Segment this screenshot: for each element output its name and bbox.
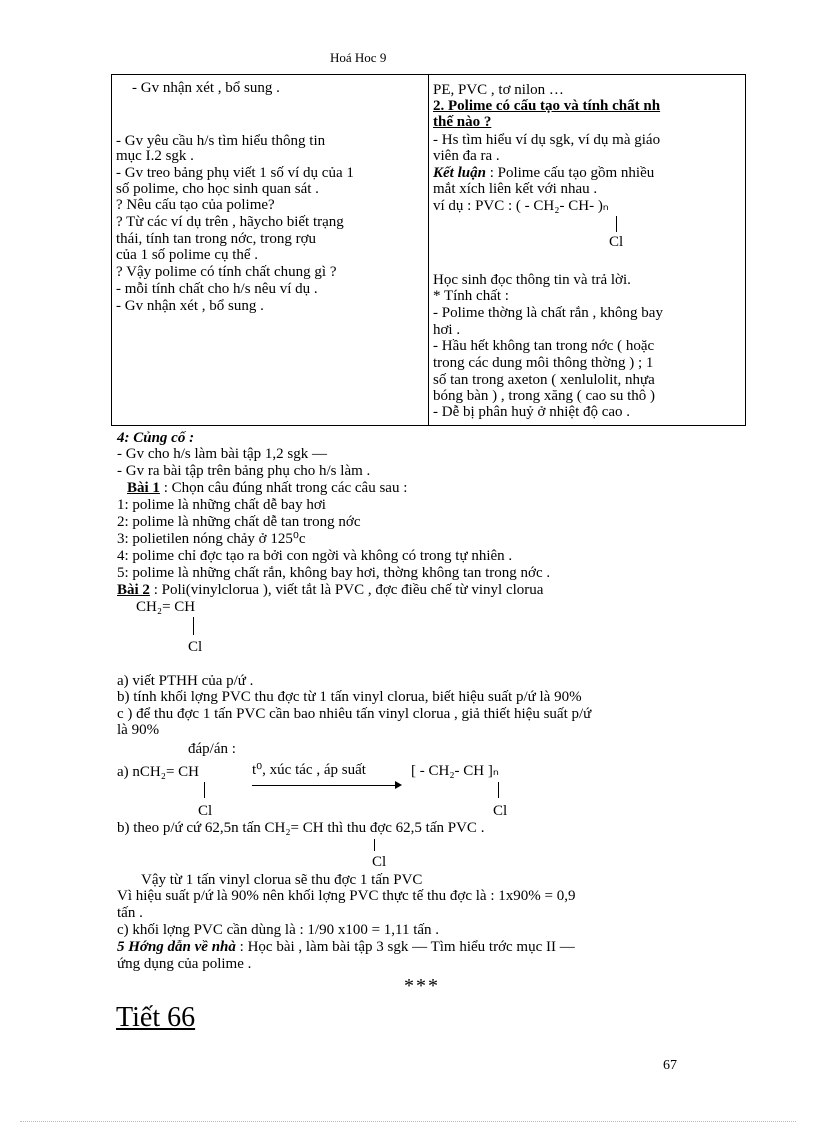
properties-title: * Tính chất :: [433, 288, 509, 304]
left-line: - mỗi tính chất cho h/s nêu ví dụ .: [116, 281, 318, 297]
section-4-title: 4: Củng cố :: [117, 430, 195, 446]
question-line: b) tính khối lợng PVC thu đợc từ 1 tấn vinyl clorua, biết hiệu suất p/ứ là 90%: [117, 689, 582, 705]
bond-line: [193, 617, 194, 635]
next-lesson-title: Tiết 66: [116, 1002, 196, 1033]
property-line: - Dễ bị phân huỷ ở nhiệt độ cao .: [433, 404, 631, 420]
left-line: ? Nêu cấu tạo của polime?: [116, 197, 275, 213]
equation-left: a) nCH₂= CH: [117, 764, 200, 780]
solution-line: b) theo p/ứ cứ 62,5n tấn CH₂= CH thì thu đợc 62,5 tấn PVC .: [117, 820, 485, 836]
page-header: Hoá Hoc 9: [330, 50, 387, 65]
homework-label: 5 Hớng dẫn về nhà: [117, 939, 236, 955]
left-line: của 1 số polime cụ thể .: [116, 247, 259, 263]
option-line: 4: polime chỉ đợc tạo ra bởi con ngời và không có trong tự nhiên .: [117, 548, 513, 564]
teacher-column: [112, 75, 429, 426]
property-line: số tan trong axeton ( xenlulolit, nhựa: [433, 372, 655, 388]
solution-line: c) khối lợng PVC cần dùng là : 1/90 x100 = 1,11 tấn .: [117, 922, 440, 938]
solution-line: Vì hiệu suất p/ứ là 90% nên khối lợng PVC thực tế thu đợc là : 1x90% = 0,9: [117, 888, 576, 904]
property-line: hơi .: [433, 322, 461, 338]
chlorine-label: Cl: [198, 803, 213, 819]
exercise-2-text: : Poli(vinylclorua ), viết tắt là PVC , đợc điều chế từ vinyl clorua: [149, 582, 544, 598]
bond-line: [204, 782, 205, 798]
exercise-2-label: Bài 2: [117, 582, 150, 598]
equation-right: [ - CH₂- CH ]ₙ: [411, 763, 499, 779]
option-line: 2: polime là những chất dễ tan trong nớc: [117, 514, 361, 530]
pvc-formula: ví dụ : PVC : ( - CH₂- CH- )ₙ: [433, 198, 609, 214]
right-line: viên đa ra .: [433, 148, 500, 164]
student-column: [429, 75, 746, 426]
homework-line: ứng dụng của polime .: [117, 956, 252, 972]
left-line: thái, tính tan trong nớc, trong rợu: [116, 231, 316, 247]
option-line: 3: polietilen nóng chảy ở 125⁰c: [117, 531, 306, 547]
bond-line: [498, 782, 499, 798]
text-line: - Gv cho h/s làm bài tập 1,2 sgk —: [117, 446, 327, 462]
property-line: - Hầu hết không tan trong nớc ( hoặc: [433, 338, 655, 354]
solution-line: Vậy từ 1 tấn vinyl clorua sẽ thu đợc 1 tấn PVC: [141, 872, 423, 888]
property-line: trong các dung môi thông thờng ) ; 1: [433, 355, 654, 371]
chlorine-label: Cl: [188, 639, 203, 655]
question-line: c ) để thu đợc 1 tấn PVC cần bao nhiêu tấn vinyl clorua , giả thiết hiệu suất p/ứ: [117, 706, 592, 722]
separator-stars: ***: [404, 975, 440, 997]
exercise-1-label: Bài 1: [127, 480, 160, 496]
property-line: bóng bàn ) , trong xăng ( cao su thô ): [433, 388, 656, 404]
left-line: mục I.2 sgk .: [116, 148, 194, 164]
bond-line: [616, 216, 617, 232]
monomer-formula: CH₂= CH: [136, 599, 196, 615]
section-heading: thế nào ?: [433, 114, 492, 130]
left-line: - Gv nhận xét , bổ sung .: [132, 80, 280, 96]
chlorine-label: Cl: [493, 803, 508, 819]
left-line: ? Vậy polime có tính chất chung gì ?: [116, 264, 337, 280]
question-line: a) viết PTHH của p/ứ .: [117, 673, 254, 689]
right-line: mắt xích liên kết với nhau .: [433, 181, 598, 197]
conclusion-label: Kết luận: [433, 165, 486, 181]
page-number: 67: [663, 1058, 677, 1073]
option-line: 1: polime là những chất dễ bay hơi: [117, 497, 326, 513]
lesson-table: [111, 74, 746, 426]
chlorine-label: Cl: [609, 234, 624, 250]
right-line: Học sinh đọc thông tin và trả lời.: [433, 272, 631, 288]
text-line: - Gv ra bài tập trên bảng phụ cho h/s làm .: [117, 463, 371, 479]
question-line: là 90%: [117, 722, 160, 738]
section-heading: 2. Polime có cấu tạo và tính chất nh: [433, 98, 661, 114]
solution-line: tấn .: [117, 905, 143, 921]
page-edge-divider: [20, 1121, 796, 1122]
option-line: 5: polime là những chất rắn, không bay hơi, thờng không tan trong nớc .: [117, 565, 551, 581]
right-line: - Hs tìm hiểu ví dụ sgk, ví dụ mà giáo: [433, 132, 661, 148]
exercise-1-text: : Chọn câu đúng nhất trong các câu sau :: [159, 480, 408, 496]
answer-label: đáp/án :: [188, 741, 236, 757]
reaction-arrow: [252, 785, 400, 786]
left-line: số polime, cho học sinh quan sát .: [116, 181, 319, 197]
left-line: - Gv yêu cầu h/s tìm hiểu thông tin: [116, 133, 326, 149]
conclusion-text: : Polime cấu tạo gồm nhiều: [485, 165, 655, 181]
reaction-condition: t⁰, xúc tác , áp suất: [252, 762, 366, 778]
bond-line: [374, 839, 375, 851]
left-line: ? Từ các ví dụ trên , hãycho biết trạng: [116, 214, 344, 230]
left-line: - Gv nhận xét , bổ sung .: [116, 298, 264, 314]
right-line: PE, PVC , tơ nilon …: [433, 82, 564, 98]
chlorine-label: Cl: [372, 854, 387, 870]
homework-text: : Học bài , làm bài tập 3 sgk — Tìm hiểu trớc mục II —: [235, 939, 575, 955]
left-line: - Gv treo bảng phụ viết 1 số ví dụ của 1: [116, 165, 354, 181]
property-line: - Polime thờng là chất rắn , không bay: [433, 305, 663, 321]
